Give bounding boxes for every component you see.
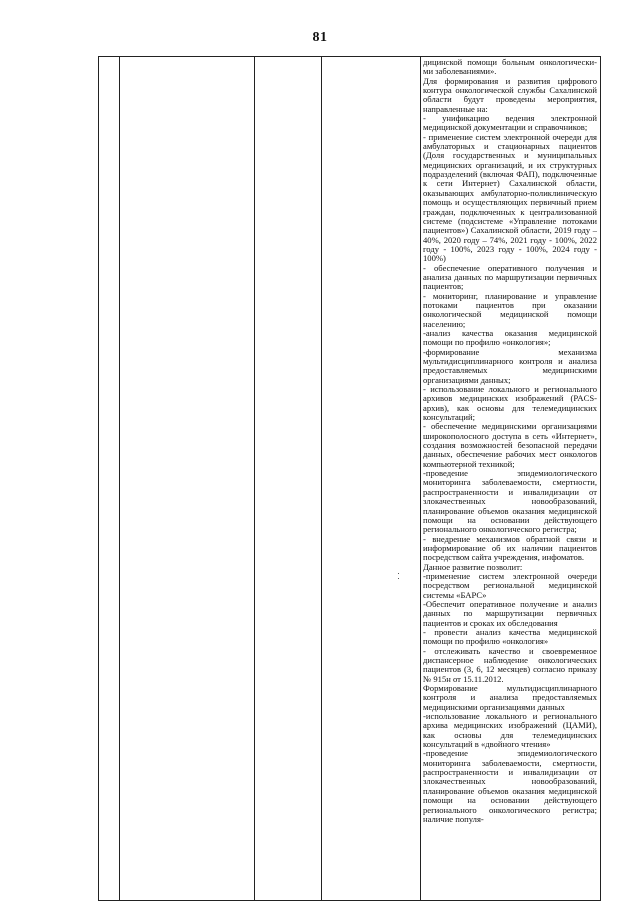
- column-divider: [420, 57, 421, 900]
- scan-speck: [398, 578, 399, 579]
- column-divider: [119, 57, 120, 900]
- column-divider: [254, 57, 255, 900]
- paragraph: -применение систем электронной очереди посредством региональной медицинской системы «БАРС»: [423, 570, 597, 600]
- page-number: 81: [312, 30, 328, 45]
- paragraph: - внедрение механизмов обратной связи и информирование об их наличии пациентов посредством сайта учреждения, инфоматов.: [423, 533, 597, 563]
- paragraph: дицинской помощи больным онкологически-ми заболеваниями».: [423, 58, 597, 77]
- document-table: [98, 56, 601, 901]
- measures-description-cell: [423, 58, 597, 900]
- paragraph: -Обеспечит оперативное получение и анализ данных по маршрутизации первичных пациентов и сроках их обследования: [423, 598, 597, 628]
- paragraph: - использование локального и регионального архивов медицинских изображений (PACS-архив), как основы для телемедицинских консультаций;: [423, 384, 597, 423]
- paragraph: -анализ качества оказания медицинской помощи по профилю «онкология»;: [423, 327, 597, 348]
- paragraph: Для формирования и развития цифрового контура онкологической службы Сахалинской области будут проведены мероприятия, направленные на:: [423, 75, 597, 114]
- paragraph: Формирование мультидисциплинарного контроля и анализа предоставляемых медицинскими организациями данных: [423, 683, 597, 712]
- paragraph: -использование локального и регионального архива медицинских изображений (ЦАМИ), как основы для телемедицинских консультаций в «двойного чтения»: [423, 711, 597, 750]
- paragraph: - применение систем электронной очереди для амбулаторных и стационарных пациентов (Доля государственных и муниципальных медицинских организаций, и их структурных подразделений (включая ФАП), подключенные к сети Интернет) Сахалинской области, оказывающих амбулаторно-поликлиническую помощь и осуществляющих первичный прием граждан, подключенных к централизованной системе (подсистеме «Управление потоками пациентов») Сахалинской области, 2019 году – 40%, 2020 году – 74%, 2021 году - 100%, 2022 году - 100%, 2023 году - 100%, 2024 году - 100%): [423, 131, 597, 264]
- paragraph: -проведение эпидемиологического мониторинга заболеваемости, смертности, распространенности и инвалидизации от злокачественных новообразований, планирование объемов оказания медицинской помощи на основании действующего регионального онкологического регистра;: [423, 468, 597, 535]
- paragraph: - отслеживать качество и своевременное диспансерное наблюдение онкологических пациентов (3, 6, 12 месяцев) согласно приказу № 915н от 15.11.2012.: [423, 645, 597, 684]
- paragraph: Данное развитие позволит:: [423, 561, 523, 572]
- paragraph: - обеспечение медицинскими организациями широкополосного доступа в сеть «Интернет», создания возможностей безопасной передачи данных, обеспечение рабочих мест онкологов компьютерной техникой;: [423, 421, 597, 469]
- scan-speck: [398, 573, 399, 574]
- paragraph: - унификацию ведения электронной медицинской документации и справочников;: [423, 113, 597, 133]
- column-divider: [321, 57, 322, 900]
- paragraph: -проведение эпидемиологического мониторинга заболеваемости, смертности, распространенности и инвалидизации от злокачественных новообразований, планирование объемов оказания медицинской помощи на основании действующего регионального онкологического регистра; наличие популя-: [423, 748, 597, 824]
- paragraph: - провести анализ качества медицинской помощи по профилю «онкология»: [423, 626, 597, 647]
- paragraph: -формирование механизма мультидисциплинарного контроля и анализа предоставляемых медицинскими организациями данных;: [423, 346, 597, 385]
- paragraph: - мониторинг, планирование и управление потоками пациентов при оказании онкологической медицинской помощи населению;: [423, 290, 597, 329]
- paragraph: - обеспечение оперативного получения и анализа данных по маршрутизации первичных пациентов;: [423, 262, 597, 292]
